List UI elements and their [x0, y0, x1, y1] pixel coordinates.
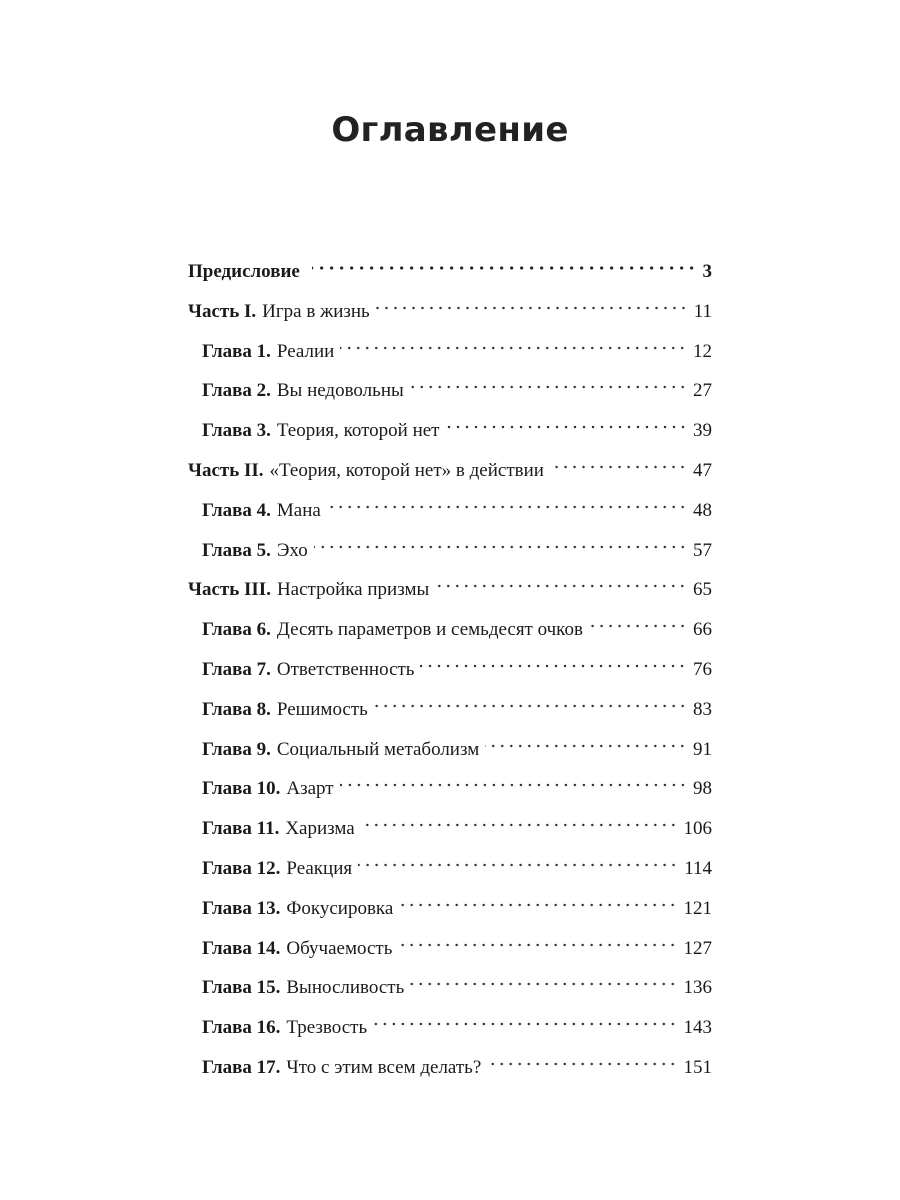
toc-entry-page: 127 — [683, 937, 712, 959]
toc-entry-chapter-6 — [188, 610, 712, 650]
toc-entry-page: 76 — [693, 658, 712, 680]
toc-entry-page: 136 — [683, 977, 712, 999]
toc-entry-preface — [188, 252, 712, 292]
toc-entry-label: Глава 15. — [202, 977, 281, 999]
toc-entry-label: Часть III. — [188, 579, 271, 601]
dot-leader — [373, 1017, 677, 1037]
dot-leader — [550, 460, 687, 480]
dot-leader — [485, 739, 687, 759]
toc-entry-label: Глава 13. — [202, 897, 281, 919]
dot-leader — [410, 380, 687, 400]
toc-entry-label: Глава 1. — [202, 340, 271, 362]
toc-entry-page: 83 — [693, 698, 712, 720]
toc-entry-page: 98 — [693, 778, 712, 800]
toc-entry-label: Глава 7. — [202, 658, 271, 680]
toc-entry-chapter-5 — [188, 531, 712, 571]
toc-entry-page: 66 — [693, 619, 712, 641]
toc-entry-title: Харизма — [285, 818, 355, 840]
dot-leader — [340, 778, 687, 798]
dot-leader — [327, 500, 687, 520]
toc-entry-label: Глава 12. — [202, 857, 281, 879]
toc-entry-title: Десять параметров и семьдесят очков — [276, 619, 583, 641]
toc-entry-page: 12 — [693, 340, 712, 362]
dot-leader — [312, 261, 697, 281]
toc-entry-title: Эхо — [276, 539, 308, 561]
toc-entry-page: 57 — [693, 539, 712, 561]
toc-entry-label: Предисловие — [188, 261, 300, 282]
toc-entry-label: Глава 5. — [202, 539, 271, 561]
toc-entry-page: 106 — [683, 818, 712, 840]
dot-leader — [376, 301, 688, 321]
toc-entry-chapter-3 — [188, 411, 712, 451]
toc-entry-title: Решимость — [276, 698, 368, 720]
toc-entry-page: 39 — [693, 420, 712, 442]
dot-leader — [420, 659, 687, 679]
toc-entry-label: Глава 4. — [202, 499, 271, 521]
dot-leader — [358, 858, 678, 878]
toc-entry-chapter-14 — [188, 929, 712, 969]
toc-entry-label: Глава 17. — [202, 1056, 281, 1078]
toc-entry-title: Мана — [276, 499, 321, 521]
toc-entry-title: Ответственность — [276, 658, 415, 680]
toc-entry-label: Часть II. — [188, 459, 264, 481]
toc-entry-page: 48 — [693, 499, 712, 521]
table-of-contents — [188, 252, 712, 1088]
toc-entry-chapter-7 — [188, 650, 712, 690]
dot-leader — [399, 898, 677, 918]
toc-entry-label: Глава 11. — [202, 818, 280, 840]
toc-entry-title: Обучаемость — [286, 937, 393, 959]
toc-entry-label: Глава 2. — [202, 380, 271, 402]
toc-entry-label: Глава 10. — [202, 778, 281, 800]
toc-entry-title: Что с этим всем делать? — [286, 1056, 482, 1078]
dot-leader — [361, 818, 678, 838]
toc-entry-page: 27 — [693, 380, 712, 402]
toc-entry-page: 3 — [702, 261, 712, 282]
toc-entry-chapter-1 — [188, 332, 712, 372]
dot-leader — [340, 341, 687, 361]
toc-entry-chapter-13 — [188, 889, 712, 929]
toc-entry-title: Вы недовольны — [276, 380, 404, 402]
toc-entry-chapter-8 — [188, 690, 712, 730]
toc-entry-label: Глава 3. — [202, 420, 271, 442]
toc-entry-page: 11 — [693, 300, 712, 322]
toc-entry-chapter-16 — [188, 1008, 712, 1048]
toc-entry-title: Реалии — [276, 340, 335, 362]
toc-entry-page: 143 — [683, 1017, 712, 1039]
toc-entry-page: 121 — [683, 897, 712, 919]
toc-entry-title: Трезвость — [286, 1017, 368, 1039]
toc-entry-part-1 — [188, 292, 712, 332]
toc-entry-chapter-11 — [188, 809, 712, 849]
toc-entry-page: 65 — [693, 579, 712, 601]
toc-entry-chapter-12 — [188, 849, 712, 889]
dot-leader — [435, 579, 687, 599]
toc-entry-label: Глава 16. — [202, 1017, 281, 1039]
toc-entry-title: Теория, которой нет — [276, 420, 440, 442]
toc-entry-part-2 — [188, 451, 712, 491]
toc-entry-title: Выносливость — [286, 977, 405, 999]
toc-entry-label: Глава 6. — [202, 619, 271, 641]
toc-entry-label: Глава 14. — [202, 937, 281, 959]
dot-leader — [314, 540, 687, 560]
toc-entry-label: Глава 9. — [202, 738, 271, 760]
toc-entry-title: «Теория, которой нет» в действии — [269, 459, 544, 481]
page-title: Оглавление — [331, 110, 569, 150]
toc-entry-part-3 — [188, 570, 712, 610]
toc-entry-chapter-15 — [188, 968, 712, 1008]
toc-entry-chapter-17 — [188, 1048, 712, 1088]
toc-entry-page: 114 — [684, 857, 712, 879]
dot-leader — [398, 938, 677, 958]
dot-leader — [589, 619, 687, 639]
toc-entry-chapter-9 — [188, 730, 712, 770]
toc-entry-title: Игра в жизнь — [262, 300, 370, 322]
dot-leader — [446, 420, 688, 440]
toc-entry-title: Азарт — [286, 778, 334, 800]
toc-entry-chapter-4 — [188, 491, 712, 531]
toc-entry-chapter-2 — [188, 371, 712, 411]
toc-entry-title: Настройка призмы — [276, 579, 430, 601]
dot-leader — [487, 1057, 677, 1077]
toc-entry-page: 47 — [693, 459, 712, 481]
toc-entry-page: 91 — [693, 738, 712, 760]
toc-entry-label: Часть I. — [188, 300, 257, 322]
dot-leader — [374, 699, 687, 719]
dot-leader — [410, 977, 677, 997]
toc-entry-label: Глава 8. — [202, 698, 271, 720]
toc-entry-page: 151 — [683, 1056, 712, 1078]
toc-entry-title: Фокусировка — [286, 897, 394, 919]
toc-entry-chapter-10 — [188, 769, 712, 809]
toc-entry-title: Социальный метаболизм — [276, 738, 480, 760]
toc-entry-title: Реакция — [286, 857, 353, 879]
